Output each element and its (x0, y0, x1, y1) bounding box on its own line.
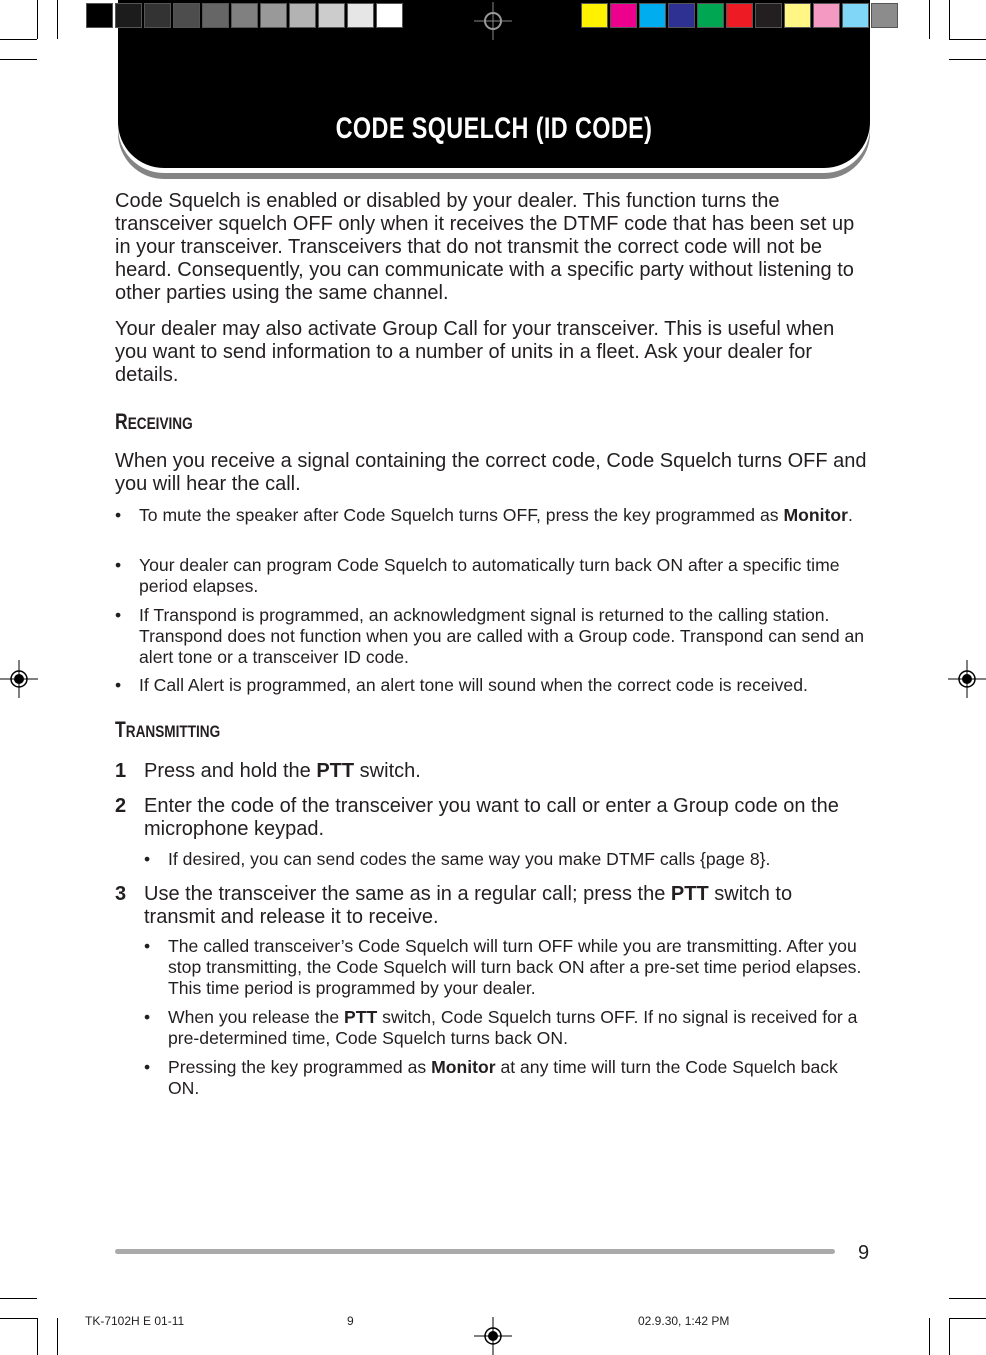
step-number: 2 (115, 795, 127, 817)
page-number: 9 (858, 1242, 870, 1264)
color-swatch (726, 3, 753, 28)
bullet-item (115, 675, 869, 696)
color-swatch (697, 3, 724, 28)
footer-page: 9 (347, 1314, 354, 1328)
bullet-icon: • (115, 605, 122, 625)
crop-mark (949, 1298, 986, 1299)
text: Pressing the key programmed as (168, 1057, 432, 1077)
color-swatch (639, 3, 666, 28)
bold-term: PTT (316, 760, 355, 782)
color-swatch (581, 3, 608, 28)
color-swatch (610, 3, 637, 28)
bullet-item (144, 936, 868, 999)
registration-mark-icon (948, 660, 986, 698)
text: at any time will turn the Code Squelch back ON. (168, 1057, 838, 1098)
text: Press and hold the (144, 760, 317, 782)
color-swatch (813, 3, 840, 28)
bullet-item (115, 605, 869, 668)
page-title: CODE SQUELCH (ID CODE) (335, 112, 653, 145)
step-item (115, 760, 864, 783)
bullet-icon: • (115, 555, 122, 575)
bullet-item (144, 849, 868, 870)
crop-mark (0, 59, 37, 60)
crop-mark (929, 1318, 930, 1355)
heading-initial: R (115, 409, 128, 434)
text: switch, Code Squelch turns OFF. If no signal is received for a pre-determined time, Code Squelch turns back ON. (168, 1007, 858, 1048)
crop-mark (929, 0, 930, 39)
intro-paragraph: Code Squelch is enabled or disabled by your dealer. This function turns the transceiver squelch OFF only when it receives the DTMF code that has been set up in your transceiver. Transceivers that do not transmit the correct code will not be heard. Consequently, you can communicate with a specific party without listening to other parties using the same channel. (115, 190, 855, 304)
registration-mark-icon (474, 2, 512, 40)
transmitting-heading (115, 717, 220, 743)
text: If Transpond is programmed, an acknowledgment signal is returned to the calling station. Transpond does not function when you are called with a Group code. Transpond can send an alert tone or a transceiver ID code. (139, 605, 865, 667)
bullet-item (144, 1057, 868, 1099)
bullet-icon: • (144, 1057, 151, 1077)
gray-swatch (86, 3, 113, 28)
registration-mark-icon (0, 660, 38, 698)
text: switch. (354, 760, 421, 782)
color-swatch (784, 3, 811, 28)
crop-mark (949, 59, 986, 60)
gray-swatch (376, 3, 403, 28)
bullet-icon: • (115, 505, 122, 525)
gray-swatch (260, 3, 287, 28)
bullet-icon: • (115, 675, 122, 695)
heading-rest: ECEIVING (127, 414, 193, 433)
text: Use the transceiver the same as in a regular call; press the (144, 883, 671, 905)
text: . (847, 505, 853, 525)
bold-term: PTT (670, 883, 709, 905)
color-swatch (842, 3, 869, 28)
bold-term: PTT (344, 1007, 378, 1027)
heading-initial: T (115, 717, 126, 742)
crop-mark (0, 39, 37, 40)
crop-mark (57, 0, 58, 39)
gray-swatch (318, 3, 345, 28)
gray-swatch (144, 3, 171, 28)
text: Your dealer can program Code Squelch to automatically turn back ON after a specific time period elapses. (139, 555, 840, 596)
gray-swatch (202, 3, 229, 28)
heading-rest: RANSMITTING (125, 722, 221, 741)
gray-swatch (289, 3, 316, 28)
step-number: 3 (115, 883, 127, 905)
step-item (115, 795, 864, 841)
crop-mark (0, 1298, 37, 1299)
gray-swatch (115, 3, 142, 28)
crop-mark (949, 1318, 986, 1319)
registration-mark-icon (474, 1317, 512, 1355)
bullet-item (115, 555, 869, 597)
bullet-icon: • (144, 1007, 151, 1027)
text: If Call Alert is programmed, an alert tone will sound when the correct code is received. (139, 675, 808, 695)
gray-swatch (173, 3, 200, 28)
text: The called transceiver’s Code Squelch will turn OFF while you are transmitting. After you stop transmitting, the Code Squelch will turn back ON after a pre-set time period elapses. This time period is programmed by your dealer. (168, 936, 862, 998)
gray-swatch (347, 3, 374, 28)
bold-term: Monitor (431, 1057, 496, 1077)
footer-timestamp: 02.9.30, 1:42 PM (638, 1314, 730, 1328)
text: switch to transmit and release it to receive. (144, 883, 793, 928)
group-call-paragraph: Your dealer may also activate Group Call for your transceiver. This is useful when you want to send information to a number of units in a fleet. Ask your dealer for details. (115, 318, 835, 386)
crop-mark (57, 1318, 58, 1355)
color-swatch (668, 3, 695, 28)
bullet-item (115, 505, 869, 526)
bullet-icon: • (144, 936, 151, 956)
crop-mark (37, 0, 38, 39)
receiving-heading (115, 409, 193, 435)
crop-mark (949, 0, 950, 39)
crop-mark (0, 1318, 37, 1319)
step-number: 1 (115, 760, 127, 782)
crop-mark (37, 1318, 38, 1355)
text: Enter the code of the transceiver you want to call or enter a Group code on the microphone keypad. (144, 795, 839, 840)
text: To mute the speaker after Code Squelch turns OFF, press the key programmed as (139, 505, 784, 525)
footer-file-name: TK-7102H E 01-11 (85, 1314, 185, 1328)
crop-mark (949, 39, 986, 40)
bullet-icon: • (144, 849, 151, 869)
bold-term: Monitor (783, 505, 848, 525)
crop-mark (949, 1318, 950, 1355)
color-swatch (755, 3, 782, 28)
color-swatch (871, 3, 898, 28)
footer-rule (115, 1249, 835, 1254)
step-item (115, 883, 864, 929)
text: If desired, you can send codes the same way you make DTMF calls {page 8}. (168, 849, 771, 869)
bullet-item (144, 1007, 868, 1049)
text: When you release the (168, 1007, 345, 1027)
receiving-paragraph: When you receive a signal containing the correct code, Code Squelch turns OFF and you will hear the call. (115, 450, 867, 495)
gray-swatch (231, 3, 258, 28)
